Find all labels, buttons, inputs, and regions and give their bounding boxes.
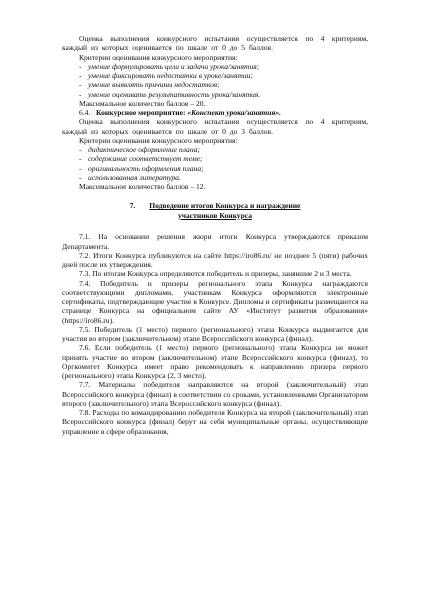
list-item: - умение выявлять причины недостатков; <box>79 80 220 90</box>
paragraph: 7.1. На основании решения жюри итоги Конкурса утверждаются приказом Департамента. <box>62 232 368 251</box>
paragraph: Максимальное количество баллов – 12. <box>79 182 206 191</box>
paragraph: 7.3. По итогам Конкурса определяются победитель и призеры, занявшие 2 и 3 места. <box>79 269 352 279</box>
paragraph: Оценка выполнения конкурсного испытания осуществляется по 4 критериям, каждый из которых оценивается по шкале от 0 до 3 баллов. <box>62 117 368 136</box>
section-title: 6.4. Конкурсное мероприятие: «Конспект урока/занятия». <box>79 108 282 117</box>
paragraph: 7.8. Расходы по командированию победителя Конкурса на второй (заключительный) этап Всероссийского конкурса (финал) берут на себя муниципальные органы, осуществляющие управление в сфере образования, <box>62 408 368 436</box>
list-item: - содержание соответствует теме; <box>79 154 203 164</box>
list-item: - умение оценивать результативность урока/занятия. <box>79 89 261 99</box>
list-item: - оригинальность оформления плана; <box>79 163 204 173</box>
paragraph: Критерии оценивания конкурсного мероприятия: <box>79 52 238 62</box>
paragraph: 7.4. Победитель и призеры регионального этапа Конкурса награждаются соответствующими дипломами, участникам Конкурса оформляются электронные сертификаты, подтверждающие участие в Конкурсе. Дипломы и сертификаты размещаются на странице Конкурса на официальном сайте АУ «Институт развития образования» (https://iro86.ru). <box>62 278 368 325</box>
paragraph: 7.5. Победитель (1 место) первого (регионального) этапа Конкурса выдвигается для участия во втором (заключительном) этапе Всероссийского конкурса (финал). <box>62 324 368 343</box>
paragraph: 7.6. Если победитель (1 место) первого (регионального) этапа Конкурса не может принять участие во втором (заключительном) этапе Всероссийского конкурса (финал), то Оргкомитет Конкурса имеет право рекомендовать к направлению призера первого (регионального) этапа Конкурса (2, 3 место). <box>62 343 368 380</box>
section-heading: 7. Подведение итогов Конкурса и награждение участников Конкурса <box>129 201 301 220</box>
paragraph: Оценка выполнения конкурсного испытания осуществляется по 4 критериям, каждый из которых оценивается по шкале от 0 до 5 баллов. <box>62 34 368 53</box>
list-item: - умение фиксировать недостатки в уроке/занятии; <box>79 71 253 80</box>
list-item: - умение формулировать цели и задачи урока/занятия; <box>79 61 260 71</box>
list-item: - использованная литература. <box>79 172 181 182</box>
paragraph: 7.7. Материалы победителя направляются на второй (заключительный) этап Всероссийского конкурса (финал) в соответствии со сроками, установленными Организатором второго (заключительного) этапа Всероссийского конкурса (финал). <box>62 380 368 408</box>
list-item: - дидактическое оформление плана; <box>79 145 200 154</box>
document-body <box>62 34 368 436</box>
paragraph: Максимальное количество баллов – 20. <box>79 98 206 108</box>
paragraph: 7.2. Итоги Конкурса публикуются на сайте https://iro86.ru/ не позднее 5 (пяти) рабочих дней после их утверждения. <box>62 250 368 269</box>
paragraph: Критерии оценивания конкурсного мероприятия: <box>79 135 238 145</box>
